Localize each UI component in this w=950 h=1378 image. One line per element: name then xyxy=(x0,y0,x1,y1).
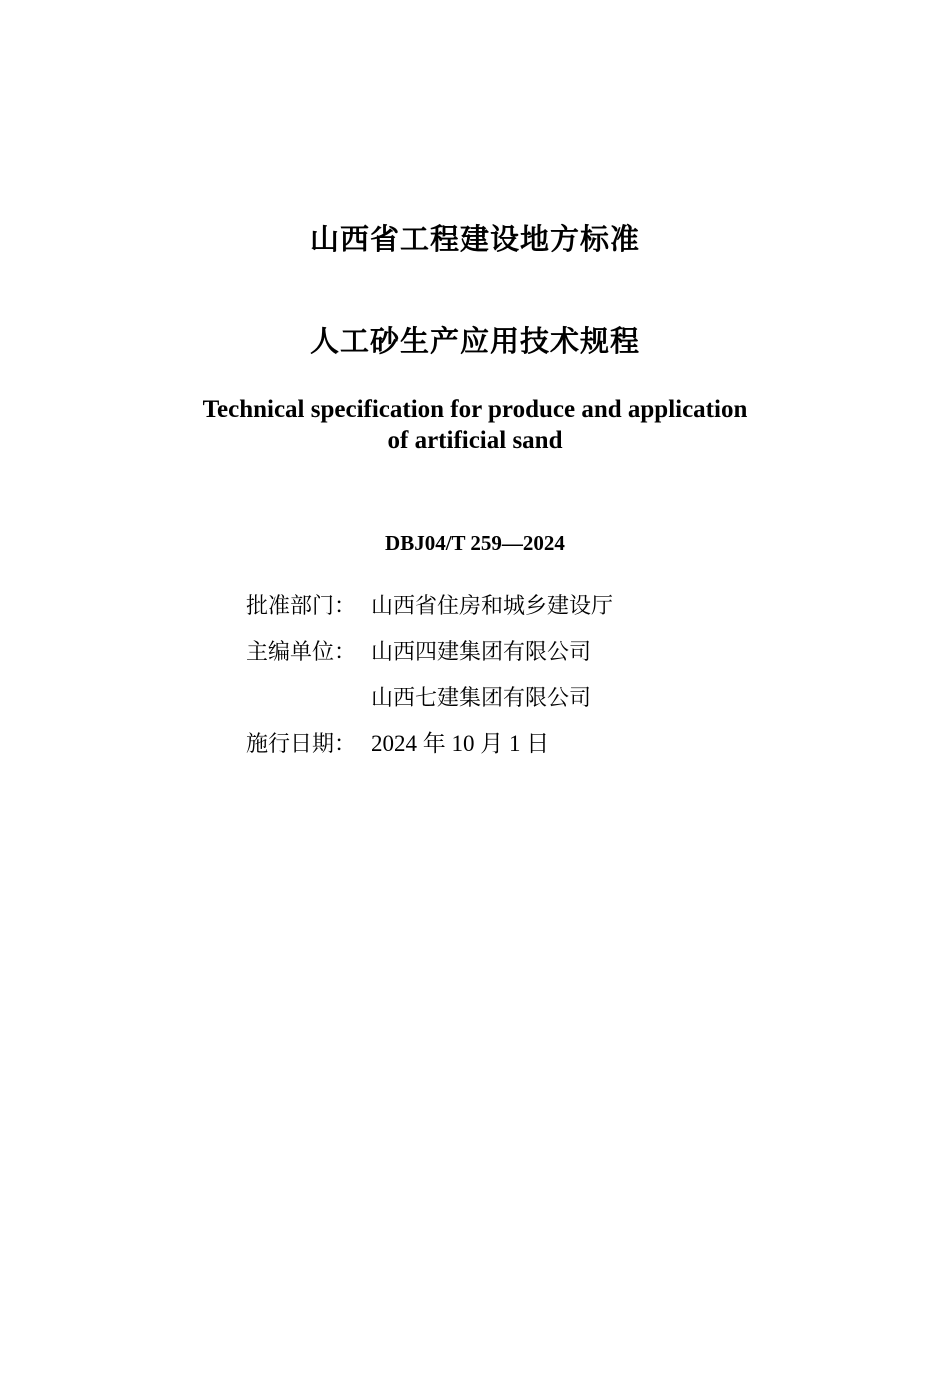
chinese-title: 人工砂生产应用技术规程 xyxy=(309,324,640,358)
editor-label: 主编单位： xyxy=(246,640,357,665)
editor-value-1: 山西四建集团有限公司 xyxy=(371,640,592,665)
english-title-line-2: of artificial sand xyxy=(387,427,563,454)
editor-value-2: 山西七建集团有限公司 xyxy=(371,686,592,711)
standard-code: DBJ04/T 259—2024 xyxy=(385,531,565,555)
effective-date-value: 2024 年 10 月 1 日 xyxy=(371,731,550,756)
approval-row xyxy=(246,592,613,622)
approval-label: 批准部门： xyxy=(246,594,357,619)
series-title: 山西省工程建设地方标准 xyxy=(309,222,640,256)
editor-row-2 xyxy=(246,684,591,714)
editor-row xyxy=(246,638,591,668)
effective-date-label: 施行日期： xyxy=(246,732,357,757)
english-title-line-1: Technical specification for produce and application xyxy=(202,396,748,423)
effective-date-row xyxy=(246,729,549,759)
approval-value: 山西省住房和城乡建设厅 xyxy=(371,594,614,619)
